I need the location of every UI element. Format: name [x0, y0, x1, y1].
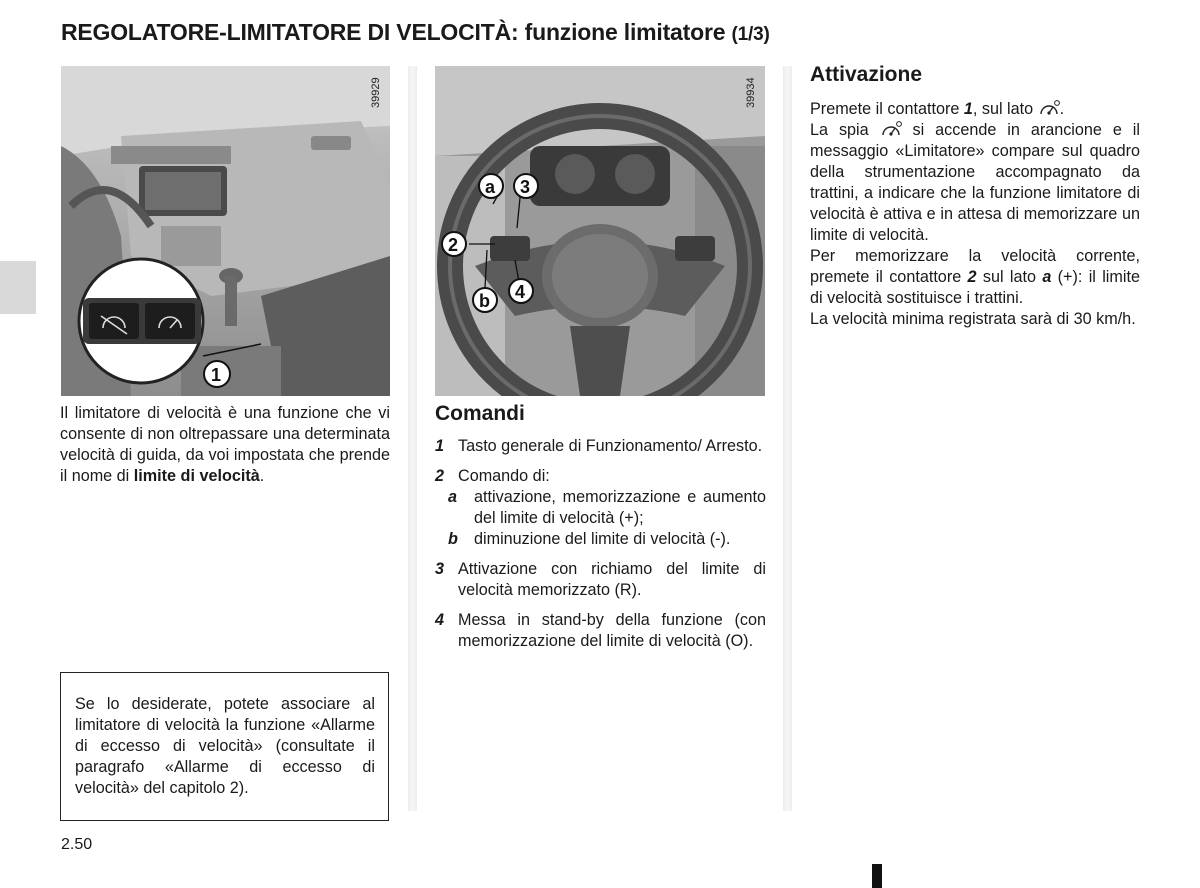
- intro-paragraph: Il limitatore di velocità è una funzione che vi consente di non oltrepassare una determinata velocità di guida, da voi impostata che prende il nome di limite di velocità.: [60, 404, 390, 485]
- comandi-list: [435, 436, 766, 661]
- callout-a: a: [485, 177, 496, 197]
- callout-2: 2: [448, 235, 459, 255]
- callout-b: b: [479, 291, 490, 311]
- list-item: 2 Comando di:: [435, 467, 550, 485]
- speed-limiter-warning-light-icon: [880, 120, 902, 138]
- attivazione-text: Premete il contattore 1, sul lato . La spia si accende in arancione e il messaggio «Limitatore» compare sul quadro della strumentazione accompagnato da trattini, a indicare che la funzione limitatore di velocità è attiva e in attesa di memorizzare un limite di velocità. Per memorizzare la velocità corrente, premete il contattore 2 sul lato a (+): il limite di velocità sostituisce i trattini. La velocità minima registrata sarà di 30 km/h.: [810, 100, 1140, 328]
- speed-limiter-icon: [1038, 99, 1060, 117]
- list-item: 3 Attivazione con richiamo del limite di velocità memorizzato (R).: [435, 560, 766, 599]
- callout-3: 3: [520, 177, 531, 197]
- note-box: Se lo desiderate, potete associare al limitatore di velocità la funzione «Allarme di eccesso di velocità» (consultate il paragrafo «Allarme di eccesso di velocità» del capitolo 2).: [60, 672, 389, 821]
- page-edge-marker: [872, 864, 882, 888]
- callout-4: 4: [515, 282, 526, 302]
- sub-item-a: a attivazione, memorizzazione e aumento del limite di velocità (+);: [448, 488, 766, 527]
- dashboard-photo: [61, 66, 390, 396]
- page-title: REGOLATORE-LIMITATORE DI VELOCITÀ: funzione limitatore (1/3): [61, 19, 770, 45]
- sub-item-b: b diminuzione del limite di velocità (-).: [448, 530, 731, 548]
- chapter-tab: [0, 261, 36, 314]
- page-number: 2.50: [61, 836, 93, 853]
- page-title-part: (1/3): [731, 24, 770, 45]
- attivazione-heading: Attivazione: [810, 63, 923, 86]
- callout-1: 1: [211, 365, 222, 385]
- column-separator: [408, 66, 417, 811]
- comandi-heading: Comandi: [435, 402, 525, 425]
- column-separator: [783, 66, 792, 811]
- figure-ref-code: 39929: [370, 77, 382, 108]
- list-item: 1 Tasto generale di Funzionamento/ Arresto.: [435, 437, 763, 455]
- list-item: 4 Messa in stand-by della funzione (con memorizzazione del limite di velocità (O).: [435, 611, 766, 650]
- figure-ref-code: 39934: [745, 77, 757, 108]
- steering-wheel-photo: [435, 66, 765, 396]
